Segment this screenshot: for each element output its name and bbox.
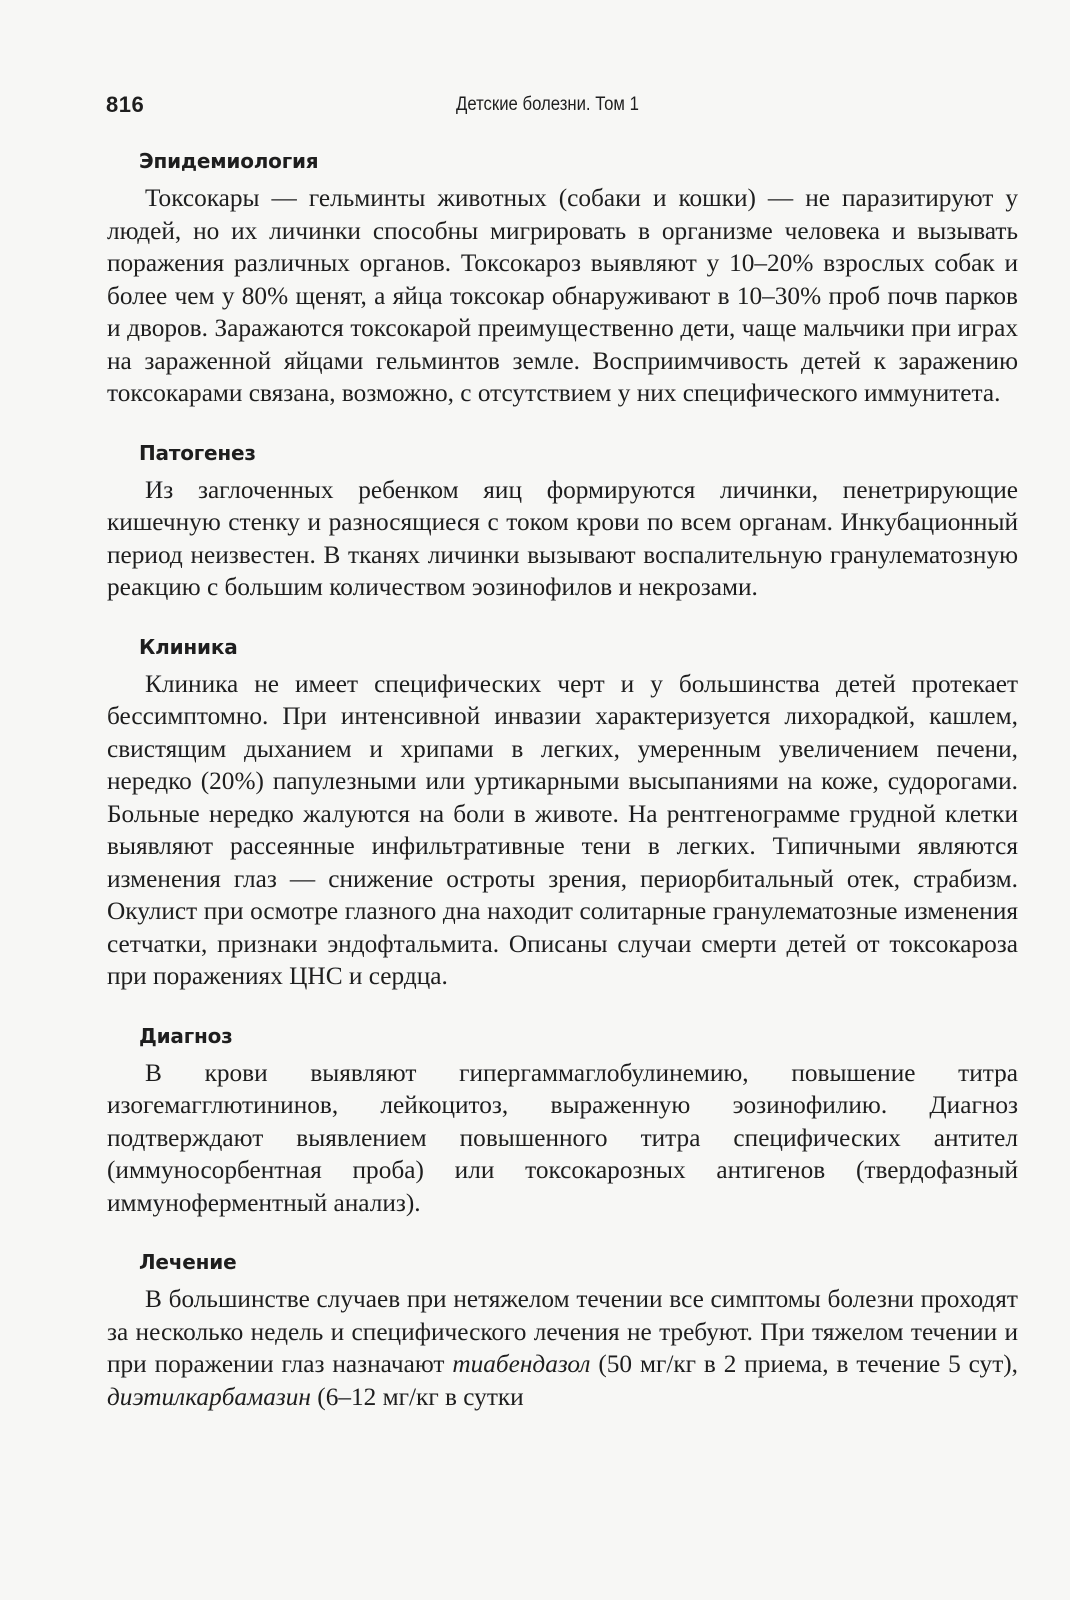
section-paragraph: В крови выявляют гипергаммаглобулинемию, повышение титра изогемагглютининов, лейкоцитоз, выраженную эозинофилию. Диагноз подтверждают выявлением повышенного титра специфических антител (иммуносорбентная проба) или токсокарозных антигенов (твердофазный иммуноферментный анализ). — [107, 1058, 1018, 1217]
page-number: 816 — [106, 92, 145, 117]
section-clinical-picture — [107, 632, 1018, 993]
section-heading: Лечение — [139, 1250, 237, 1274]
section-pathogenesis — [107, 438, 1018, 604]
book-title: Детские болезни. Том 1 — [456, 94, 639, 115]
section-heading: Эпидемиология — [139, 149, 319, 173]
paragraph-text: (50 мг/кг в 2 приема, в течение 5 сут), — [590, 1350, 1018, 1378]
section-diagnosis — [107, 1021, 1018, 1220]
section-heading: Диагноз — [139, 1023, 233, 1048]
drug-name-italic: тиабендазол — [452, 1350, 591, 1378]
section-paragraph: Из заглоченных ребенком яиц формируются личинки, пенетрирующие кишечную стенку и разносящиеся с током крови по всем органам. Инкубационный период неизвестен. В тканях личинки вызывают воспалительную гранулематозную реакцию с большим количеством эозинофилов и некрозами. — [107, 475, 1018, 601]
section-epidemiology — [107, 146, 1018, 410]
section-treatment — [107, 1247, 1018, 1413]
section-paragraph: Токсокары — гельминты животных (собаки и кошки) — не паразитируют у людей, но их личинки способны мигрировать в организме человека и вызывать поражения различных органов. Токсокароз выявляют у 10–20% взрослых собак и более чем у 80% щенят, а яйца токсокар обнаруживают в 10–30% проб почв парков и дворов. Заражаются токсокарой преимущественно дети, чаще мальчики при играх на зараженной яйцами гельминтов земле. Восприимчивость детей к заражению токсокарами связана, возможно, с отсутствием у них специфического иммунитета. — [107, 184, 1018, 407]
section-heading: Клиника — [139, 634, 238, 659]
running-header — [106, 92, 1018, 126]
section-heading: Патогенез — [139, 440, 256, 465]
drug-name-italic: диэтилкарбамазин — [107, 1382, 311, 1411]
paragraph-text: В большинстве случаев при нетяжелом течении все симптомы болезни проходят за несколько недель и специфического лечения не требуют. При тяжелом течении и при поражении глаз назначают — [107, 1285, 1018, 1378]
paragraph-text: (6–12 мг/кг в сутки — [310, 1382, 524, 1411]
section-paragraph — [107, 1283, 1018, 1413]
page-content — [107, 146, 1018, 1441]
section-paragraph: Клиника не имеет специфических черт и у большинства детей протекает бессимптомно. При интенсивной инвазии характеризуется лихорадкой, кашлем, свистящим дыханием и хрипами в легких, умеренным увеличением печени, нередко (20%) папулезными или уртикарными высыпаниями на коже, судорогами. Больные нередко жалуются на боли в животе. На рентгенограмме грудной клетки выявляют рассеянные инфильтративные тени в легких. Типичными являются изменения глаз — снижение остроты зрения, периорбитальный отек, страбизм. Окулист при осмотре глазного дна находит солитарные гранулематозные изменения сетчатки, признаки эндофтальмита. Описаны случаи смерти детей от токсокароза при поражениях ЦНС и сердца. — [107, 669, 1018, 990]
